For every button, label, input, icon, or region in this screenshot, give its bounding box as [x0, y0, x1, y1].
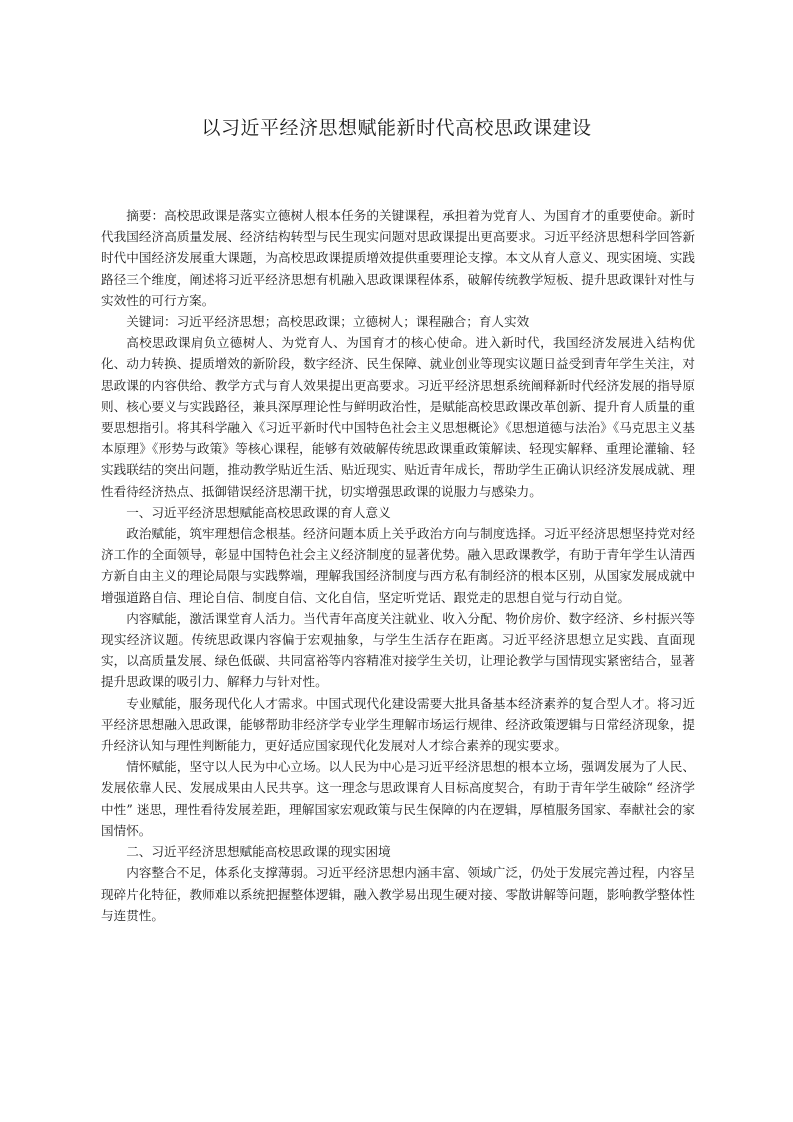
section-heading-2: 二、习近平经济思想赋能高校思政课的现实困境: [126, 844, 391, 860]
document-body: [101, 205, 695, 926]
intro-paragraph: 高校思政课肩负立德树人、为党育人、为国育才的核心使命。进入新时代，我国经济发展进入结构优化、动力转换、提质增效的新阶段，数字经济、民生保障、就业创业等现实议题日益受到青年学生关注，对思政课的内容供给、教学方式与育人效果提出更高要求。习近平经济思想系统阐释新时代经济发展的指导原则、核心要义与实践路径，兼具深厚理论性与鲜明政治性，是赋能高校思政课改革创新、提升育人质量的重要思想指引。将其科学融入《习近平新时代中国特色社会主义思想概论》《思想道德与法治》《马克思主义基本原理》《形势与政策》等核心课程，能够有效破解传统思政课重政策解读、轻现实解释、重理论灌输、轻实践联结的突出问题，推动教学贴近生活、贴近现实、贴近青年成长，帮助学生正确认识经济发展成就、理性看待经济热点、抵御错误经济思潮干扰，切实增强思政课的说服力与感染力。: [101, 335, 695, 499]
body-paragraph: 专业赋能，服务现代化人才需求。中国式现代化建设需要大批具备基本经济素养的复合型人才。将习近平经济思想融入思政课，能够帮助非经济学专业学生理解市场运行规律、经济政策逻辑与日常经济现象，提升经济认知与理性判断能力，更好适应国家现代化发展对人才综合素养的现实要求。: [101, 695, 695, 754]
body-paragraph: 内容整合不足，体系化支撑薄弱。习近平经济思想内涵丰富、领域广泛，仍处于发展完善过程，内容呈现碎片化特征，教师难以系统把握整体逻辑，融入教学易出现生硬对接、零散讲解等问题，影响教学整体性与连贯性。: [101, 865, 695, 923]
body-paragraph: 内容赋能，激活课堂育人活力。当代青年高度关注就业、收入分配、物价房价、数字经济、乡村振兴等现实经济议题。传统思政课内容偏于宏观抽象，与学生生活存在距离。习近平经济思想立足实践、直面现实，以高质量发展、绿色低碳、共同富裕等内容精准对接学生关切，让理论教学与国情现实紧密结合，显著提升思政课的吸引力、解释力与针对性。: [101, 610, 695, 690]
abstract-paragraph: 摘要：高校思政课是落实立德树人根本任务的关键课程，承担着为党育人、为国育才的重要使命。新时代我国经济高质量发展、经济结构转型与民生现实问题对思政课提出更高要求。习近平经济思想科学回答新时代中国经济发展重大课题，为高校思政课提质增效提供重要理论支撑。本文从育人意义、现实困境、实践路径三个维度，阐述将习近平经济思想有机融入思政课课程体系，破解传统教学短板、提升思政课针对性与实效性的可行方案。: [101, 208, 695, 308]
section-heading-1: 一、习近平经济思想赋能高校思政课的育人意义: [126, 504, 391, 520]
body-paragraph: 政治赋能，筑牢理想信念根基。经济问题本质上关乎政治方向与制度选择。习近平经济思想坚持党对经济工作的全面领导，彰显中国特色社会主义经济制度的显著优势。融入思政课教学，有助于青年学生认清西方新自由主义的理论局限与实践弊端，理解我国经济制度与西方私有制经济的根本区别，从国家发展成就中增强道路自信、理论自信、制度自信、文化自信，坚定听党话、跟党走的思想自觉与行动自觉。: [101, 526, 695, 605]
keywords-paragraph: 关键词：习近平经济思想；高校思政课；立德树人；课程融合；育人实效: [126, 314, 530, 330]
document-title: 以习近平经济思想赋能新时代高校思政课建设: [201, 117, 592, 139]
body-paragraph: 情怀赋能，坚守以人民为中心立场。以人民为中心是习近平经济思想的根本立场，强调发展为了人民、发展依靠人民、发展成果由人民共享。这一理念与思政课育人目标高度契合，有助于青年学生破除“ 经济学中性” 迷思，理性看待发展差距，理解国家宏观政策与民生保障的内在逻辑，厚植服务国家、奉献社会的家国情怀。: [101, 759, 695, 838]
